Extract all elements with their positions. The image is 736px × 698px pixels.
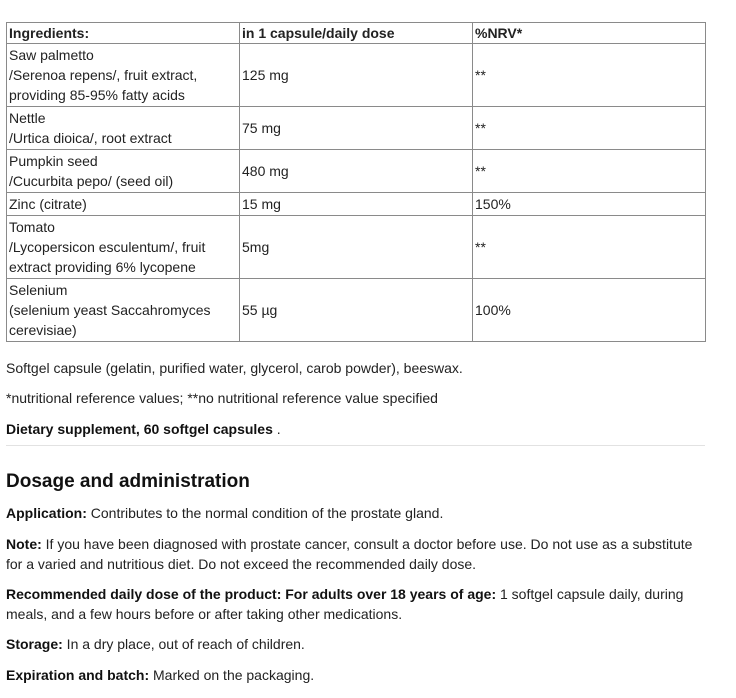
table-row <box>7 279 706 342</box>
ingredient-line: (selenium yeast Saccahromyces <box>9 302 211 318</box>
recommended-text: 1 softgel capsule daily, during meals, and a few hours before or after taking other medications. <box>6 586 684 622</box>
ingredient-nrv: 150% <box>473 193 706 216</box>
table-row <box>7 216 706 279</box>
ingredient-line: Nettle <box>9 110 46 126</box>
ingredient-dose: 5mg <box>240 216 473 279</box>
ingredient-line: /Cucurbita pepo/ (seed oil) <box>9 173 174 189</box>
section-divider <box>6 445 705 446</box>
ingredient-line: Pumpkin seed <box>9 153 98 169</box>
ingredient-name <box>7 279 240 342</box>
note-text: If you have been diagnosed with prostate cancer, consult a doctor before use. Do not use as a substitute for a varied and nutritious diet. Do not exceed the recommended daily dose. <box>6 536 693 572</box>
ingredient-nrv: 100% <box>473 279 706 342</box>
table-row <box>7 107 706 150</box>
expiration-text: Marked on the packaging. <box>149 667 315 683</box>
table-row <box>7 44 706 107</box>
ingredient-name <box>7 216 240 279</box>
ingredient-nrv: ** <box>473 107 706 150</box>
ingredient-line: cerevisiae) <box>9 322 77 338</box>
ingredient-dose: 75 mg <box>240 107 473 150</box>
header-ingredients: Ingredients: <box>7 23 240 44</box>
ingredient-line: Selenium <box>9 282 68 298</box>
storage-label: Storage: <box>6 636 63 652</box>
recommended-dose-paragraph <box>6 584 706 624</box>
table-row <box>7 193 706 216</box>
application-paragraph <box>6 503 706 523</box>
ingredient-name <box>7 107 240 150</box>
note-paragraph <box>6 534 706 574</box>
ingredient-dose: 55 µg <box>240 279 473 342</box>
supplement-tail: . <box>272 421 281 437</box>
ingredients-table <box>6 22 706 342</box>
application-text: Contributes to the normal condition of the prostate gland. <box>86 505 444 521</box>
ingredient-line: Saw palmetto <box>9 47 94 63</box>
ingredient-line: extract providing 6% lycopene <box>9 259 196 275</box>
ingredient-dose: 125 mg <box>240 44 473 107</box>
storage-paragraph <box>6 634 706 654</box>
ingredient-line: Zinc (citrate) <box>9 196 87 212</box>
expiration-label: Expiration and batch: <box>6 667 150 683</box>
header-dose: in 1 capsule/daily dose <box>240 23 473 44</box>
capsule-composition: Softgel capsule (gelatin, purified water, glycerol, carob powder), beeswax. <box>6 360 463 376</box>
application-label: Application: <box>6 505 87 521</box>
dosage-heading: Dosage and administration <box>6 471 250 492</box>
ingredient-nrv: ** <box>473 150 706 193</box>
table-header-row <box>7 23 706 44</box>
ingredient-nrv: ** <box>473 216 706 279</box>
expiration-paragraph <box>6 665 706 685</box>
ingredients-table-wrapper <box>6 22 706 342</box>
ingredient-line: /Lycopersicon esculentum/, fruit <box>9 239 206 255</box>
recommended-label: Recommended daily dose of the product: For adults over 18 years of age: <box>6 586 497 602</box>
note-label: Note: <box>6 536 42 552</box>
table-row <box>7 150 706 193</box>
ingredient-line: /Urtica dioica/, root extract <box>9 130 172 146</box>
ingredient-line: /Serenoa repens/, fruit extract, <box>9 67 198 83</box>
header-nrv: %NRV* <box>473 23 706 44</box>
supplement-description <box>6 419 281 439</box>
storage-text: In a dry place, out of reach of children. <box>62 636 305 652</box>
nrv-footnote: *nutritional reference values; **no nutritional reference value specified <box>6 390 438 406</box>
ingredient-nrv: ** <box>473 44 706 107</box>
ingredient-line: providing 85-95% fatty acids <box>9 87 185 103</box>
ingredient-name <box>7 44 240 107</box>
supplement-label: Dietary supplement, 60 softgel capsules <box>6 421 273 437</box>
ingredient-dose: 15 mg <box>240 193 473 216</box>
ingredient-name <box>7 193 240 216</box>
ingredient-dose: 480 mg <box>240 150 473 193</box>
ingredient-name <box>7 150 240 193</box>
ingredient-line: Tomato <box>9 219 55 235</box>
